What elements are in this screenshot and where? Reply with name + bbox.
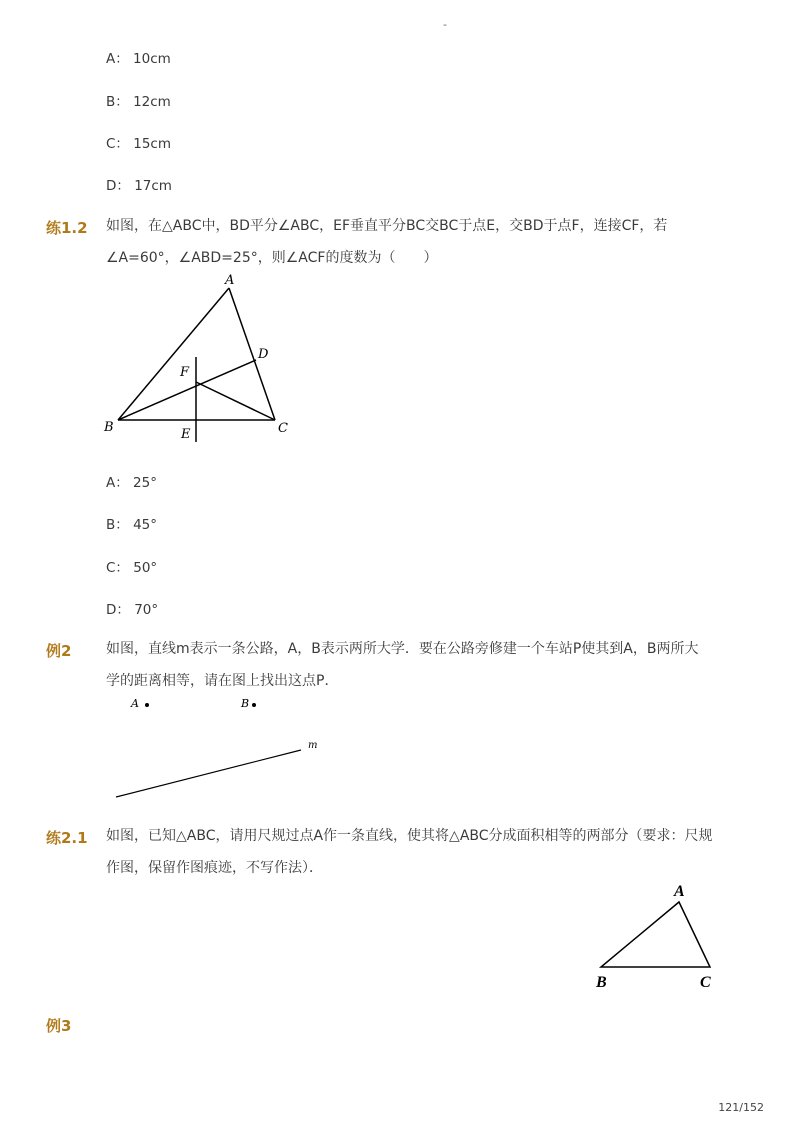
option-letter: C：	[106, 136, 129, 152]
ex2-line1: 如图，直线m表示一条公路，A，B表示两所大学．要在公路旁修建一个车站P使其到A，B两所大	[106, 641, 699, 657]
option-text: 17cm	[134, 178, 172, 194]
prev-option-d[interactable]	[106, 174, 172, 194]
option-text: 15cm	[133, 136, 171, 152]
segment-ab	[118, 288, 229, 420]
q2-1-line1: 如图，已知△ABC，请用尺规过点A作一条直线，使其将△ABC分成面积相等的两部分（要求：尺规	[106, 828, 713, 844]
point-label-c: C	[700, 974, 711, 991]
q1-2-line2: ∠A=60°，∠ABD=25°，则∠ACF的度数为（ ）	[106, 250, 438, 266]
ex3-label: 例3	[46, 1017, 72, 1035]
q1-2-figure	[95, 270, 310, 450]
q2-1-line2: 作图，保留作图痕迹，不写作法）．	[106, 860, 323, 876]
option-text: 45°	[133, 517, 157, 533]
option-letter: B：	[106, 94, 129, 110]
option-letter: C：	[106, 560, 129, 576]
q1-2-option-a[interactable]	[106, 471, 157, 491]
q1-2-text	[106, 210, 726, 274]
option-text: 50°	[133, 560, 158, 576]
line-label-m: m	[308, 740, 318, 751]
q2-1-label: 练2.1	[46, 829, 88, 847]
q1-2-line1: 如图，在△ABC中，BD平分∠ABC，EF垂直平分BC交BC于点E，交BD于点F，连接CF，若	[106, 218, 668, 234]
q2-1-figure	[590, 878, 725, 993]
option-text: 25°	[133, 475, 157, 491]
point-label-f: F	[180, 365, 190, 380]
option-text: 70°	[134, 602, 159, 618]
line-m	[116, 750, 301, 797]
option-letter: D：	[106, 602, 130, 618]
option-letter: A：	[106, 51, 129, 67]
ex2-figure	[105, 693, 335, 805]
option-letter: A：	[106, 475, 129, 491]
point-label-a: A	[674, 883, 685, 900]
point-a	[145, 703, 149, 707]
option-letter: B：	[106, 517, 129, 533]
prev-option-a[interactable]	[106, 47, 171, 67]
point-label-c: C	[278, 421, 288, 436]
point-label-b: B	[596, 974, 607, 991]
q1-2-option-d[interactable]	[106, 598, 158, 618]
prev-option-b[interactable]	[106, 90, 171, 110]
point-label-b: B	[104, 420, 114, 435]
q1-2-option-b[interactable]	[106, 513, 157, 533]
option-text: 10cm	[133, 51, 171, 67]
point-label-a: A	[225, 273, 235, 288]
point-label-b: B	[241, 697, 250, 710]
point-label-a: A	[131, 697, 139, 710]
option-text: 12cm	[133, 94, 171, 110]
ex2-text	[106, 633, 726, 697]
q2-1-text	[106, 820, 726, 884]
ex2-label: 例2	[46, 642, 72, 660]
point-b	[252, 703, 256, 707]
header-mark: -	[443, 18, 447, 31]
point-label-e: E	[181, 427, 191, 442]
q1-2-label: 练1.2	[46, 219, 88, 237]
prev-option-c[interactable]	[106, 132, 171, 152]
page-number: 121/152	[718, 1101, 764, 1114]
point-label-d: D	[258, 347, 269, 362]
option-letter: D：	[106, 178, 130, 194]
triangle-abc	[601, 902, 710, 967]
ex2-line2: 学的距离相等，请在图上找出这点P．	[106, 673, 339, 689]
q1-2-option-c[interactable]	[106, 556, 157, 576]
